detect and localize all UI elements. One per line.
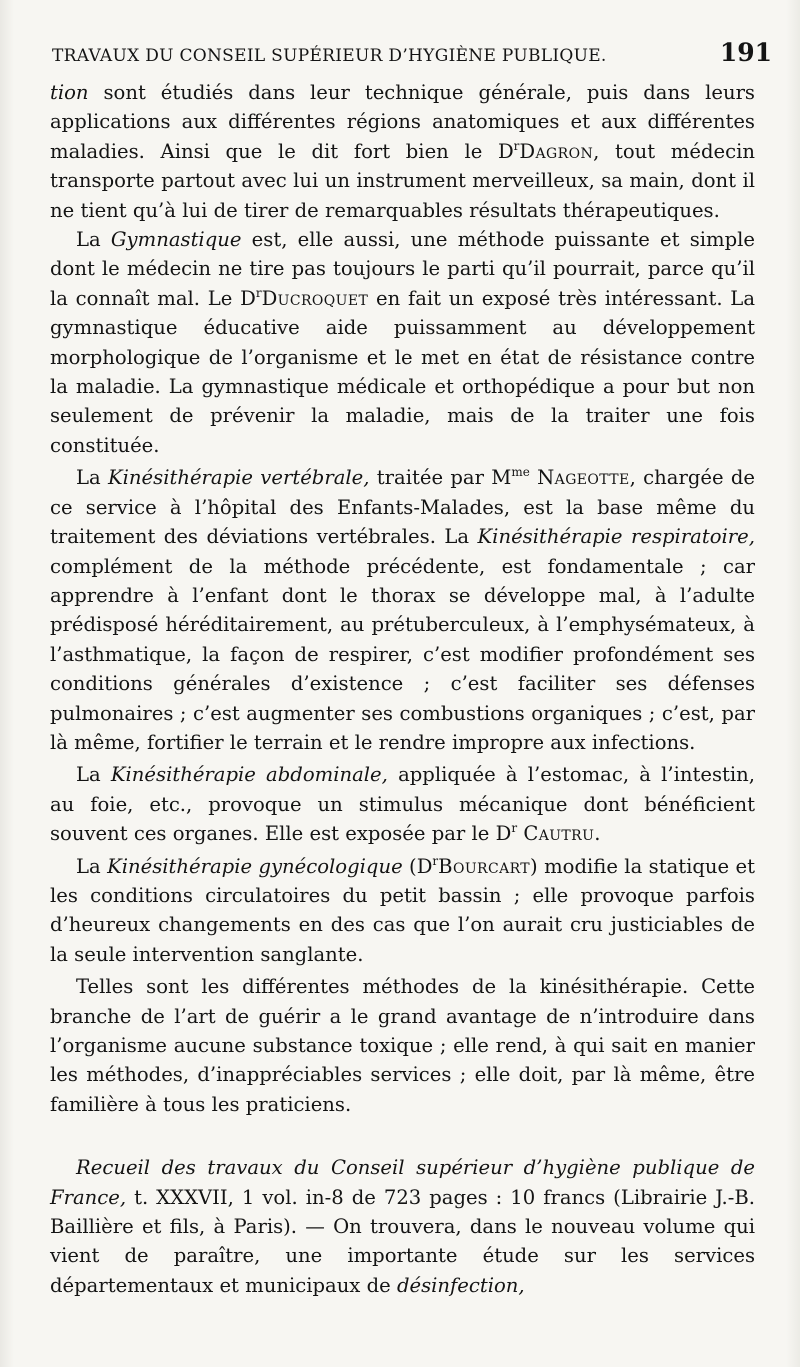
body-text: [50, 78, 755, 1300]
italic-term: Gymnastique: [110, 228, 242, 252]
italic-title: Recueil des travaux du Conseil supérieur d’hygiène publique de France,: [50, 1156, 755, 1209]
italic-term: Kinésithérapie respiratoire,: [477, 525, 755, 549]
text-run: , chargée de ce service à l’hôpital des Enfants-Malades, est la base même du traitement des déviations vertébrales. La: [50, 466, 756, 549]
author-name: Nageotte: [537, 466, 630, 490]
running-head: [52, 38, 772, 67]
text-run: La: [76, 466, 109, 490]
paragraph-1: [50, 78, 755, 225]
author-name: Cautru: [523, 822, 595, 846]
text-run: complément de la méthode précédente, est fondamentale ; car apprendre à l’enfant dont le thorax se développe mal, à l’adulte prédisposé héréditairement, au prétuberculeux, à l’emphysémateux, à l’asthmatique, la façon de respirer, c’est modifier profondément ses conditions générales d’existence ; c’est faciliter ses défenses pulmonaires ; c’est augmenter ses combustions organiques ; c’est, par là même, fortifier le terrain et le rendre impropre aux infections.: [50, 554, 755, 754]
text-run: (D: [402, 854, 433, 878]
superscript: r: [432, 853, 439, 868]
paragraph-3: [50, 463, 755, 757]
superscript: r: [513, 138, 520, 153]
superscript: r: [255, 285, 262, 300]
text-run: appliquée à l’estomac, à l’intestin, au foie, etc., provoque un stimulus mécanique dont bénéficient souvent ces organes. Elle est exposée par le D: [50, 763, 756, 846]
italic-term: Kinésithérapie abdominale,: [110, 763, 388, 787]
paragraph-recueil: [50, 1153, 755, 1300]
text-run: t. XXXVII, 1 vol. in-8 de 723 pages : 10 francs (Librairie J.-B. Baillière et fils, à Paris). — On trouvera, dans le nouveau volume qui vient de paraître, une importante étude sur les services départementaux et municipaux de: [50, 1185, 755, 1297]
text-run: La: [76, 763, 111, 787]
italic-term: Kinésithérapie vertébrale,: [108, 466, 370, 490]
superscript: r: [511, 821, 518, 836]
italic-term: désinfection,: [396, 1273, 525, 1297]
text-run: , tout médecin transporte partout avec lui un instrument merveilleux, sa main, dont il ne tient qu’à lui de tirer de remarquables résultats thérapeutiques.: [50, 139, 755, 222]
italic-term: Kinésithérapie gynécologique: [107, 854, 403, 878]
paragraph-4: [50, 760, 755, 848]
paragraph-5: [50, 852, 755, 970]
text-run: en fait un exposé très intéressant. La gymnastique éducative aide puissamment au développement morphologique de l’organisme et le met en état de résistance contre la maladie. La gymnastique médicale et orthopédique a pour but non seulement de prévenir la maladie, mais de la traiter une fois constituée.: [50, 286, 755, 457]
paragraph-2: [50, 225, 755, 460]
author-name: Bourcart: [438, 854, 531, 878]
superscript: me: [511, 465, 530, 480]
text-run: .: [594, 822, 601, 846]
author-name: Ducroquet: [261, 286, 369, 310]
running-title: TRAVAUX DU CONSEIL SUPÉRIEUR D’HYGIÈNE PUBLIQUE.: [52, 46, 607, 66]
author-name: Dagron: [519, 139, 594, 163]
italic-term: tion: [50, 81, 89, 104]
text-run: ) modifie la statique et les conditions circulatoires du petit bassin ; elle provoque parfois d’heureux changements en des cas que l’on aurait cru justiciables de la seule intervention sanglante.: [50, 854, 755, 966]
text-run: La: [76, 228, 111, 252]
text-run: sont étudiés dans leur technique générale, puis dans leurs applications aux différentes régions anatomiques et aux différentes maladies. Ainsi que le dit fort bien le D: [50, 81, 755, 163]
page-number: 191: [719, 38, 772, 67]
paragraph-6: Telles sont les différentes méthodes de la kinésithérapie. Cette branche de l’art de guérir a le grand avantage de n’introduire dans l’organisme aucune substance toxique ; elle rend, à qui sait en manier les méthodes, d’inappréciables services ; elle doit, par là même, être familière à tous les praticiens.: [50, 975, 755, 1116]
text-run: est, elle aussi, une méthode puissante et simple dont le médecin ne tire pas toujours le parti qu’il pourrait, parce qu’il la connaît mal. Le D: [50, 228, 756, 310]
text-run: La: [76, 854, 108, 878]
text-run: traitée par M: [369, 466, 512, 490]
